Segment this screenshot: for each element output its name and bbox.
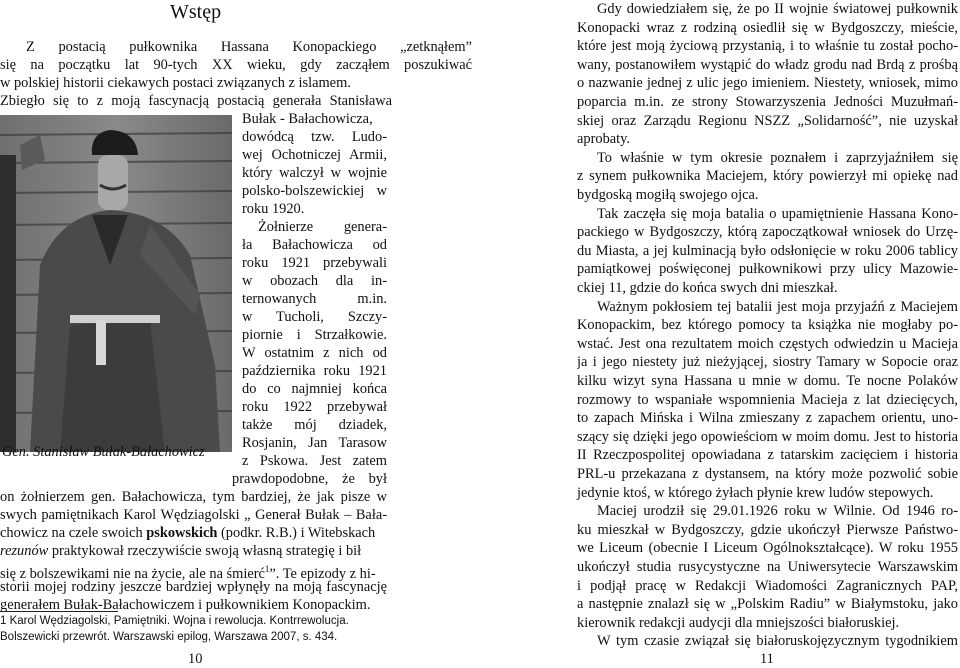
- text-line: ku mieszkał w Bydgoszczy, gdzie ukończył Pierwsze Państwo-: [577, 521, 958, 538]
- text-line: Bułak - Bałachowicza,: [242, 111, 373, 127]
- text-span: się z bolszewikami nie na życie, ale na śmierć: [0, 565, 265, 582]
- text-line: roku 1922 przebywał: [242, 399, 387, 415]
- text-line: z Pskowa. Jest zatem: [242, 453, 387, 469]
- portrait-image: [0, 115, 232, 452]
- text-line: Maciej urodził się 29.01.1926 roku w Wilnie. Od 1946 ro-: [597, 503, 958, 520]
- footnote: [0, 614, 349, 629]
- text-line: szący się dzięki jego opowieściom w moim domu. Jest to historia: [577, 428, 958, 445]
- text-line: Żołnierze genera-: [258, 219, 387, 235]
- text-line: II Rzeczpospolitej opowiadana z tatarskim zacięciem i historia: [577, 447, 958, 464]
- text-line: we Liceum (obecnie I Liceum Ogólnokształcące). W roku 1955: [577, 540, 958, 557]
- footnote-marker: 1: [0, 615, 7, 627]
- footnote-rule: [0, 611, 118, 612]
- text-line: Ważnym pokłosiem tej batalii jest moja przyjaźń z Maciejem: [597, 298, 958, 315]
- text-line: to zapach Mińska i Wilna zmieszany z zapachem orientu, uno-: [577, 410, 958, 427]
- text-line: wstać. Jest ona rezultatem moich częstych odwiedzin u Macieja: [577, 335, 958, 352]
- text-line: PRL-u przekazana z dystansem, na który może pozwolić sobie: [577, 466, 958, 482]
- text-line: wej Ochotniczej Armii,: [242, 147, 387, 163]
- text-line: polsko-bolszewickiej w: [242, 183, 387, 199]
- emphasized-word: pskowskich: [146, 525, 218, 541]
- text-line: du Miasta, a jej kulminacją było odsłonięcie w roku 2006 tablicy: [577, 242, 958, 259]
- text-line: prawdopodobne, że był: [232, 471, 387, 487]
- text-line: rozmowy to wspaniałe wspomnienia Macieja z lat dziecięcych,: [577, 391, 958, 408]
- text-span: praktykował rzeczywiście swoją własną strategię i bił: [48, 543, 362, 559]
- page-number-left: 10: [188, 651, 203, 667]
- text-line: Zbiegło się to z moją fascynacją postacią generała Stanisława: [0, 93, 392, 109]
- text-line: Konopackim, bez którego pomocy ta książka nie mogłaby po-: [577, 317, 958, 334]
- text-line: [0, 524, 375, 542]
- text-line: ternowanych m.in.: [242, 291, 387, 307]
- text-line: pamiątkowej poświęconej pułkownikowi przy ulicy Mazowie-: [577, 261, 958, 278]
- text-line: To właśnie w tym okresie poznałem i zaprzyjaźniłem się: [597, 149, 958, 166]
- text-line: roku 1920.: [242, 201, 305, 217]
- text-line: które jest moją życiową przystanią, i to właśnie tu został pocho-: [577, 38, 958, 55]
- text-line: o nazwanie jednej z ulic jego imieniem. Niestety, wniosek, mimo: [577, 75, 958, 92]
- text-line: także mój dziadek,: [242, 417, 387, 433]
- text-line: Rosjanin, Jan Tarasow: [242, 435, 387, 451]
- text-span: chowicz na czele swoich: [0, 525, 147, 541]
- photo-caption: Gen. Stanisław Bułak-Bałachowicz: [2, 444, 205, 460]
- text-line: a następnie znalazł się w „Polskim Radiu” w Białymstoku, jako: [577, 596, 958, 613]
- page-title: Wstęp: [170, 1, 222, 23]
- text-line: Z postacią pułkownika Hassana Konopackiego „zetknąłem”: [26, 39, 472, 55]
- text-line: swych pamiętnikach Karol Wędziagolski „ Generał Bułak – Bała-: [0, 507, 387, 523]
- text-line: który walczył w wojnie: [242, 165, 387, 181]
- text-line: ckiej 11, gdzie do końca swych dni mieszkał.: [577, 280, 838, 296]
- text-line: z synem pułkownika Maciejem, który powierzył mi opiekę nad: [577, 168, 958, 185]
- text-line: w polskiej historii ciekawych postaci związanych z islamem.: [0, 75, 351, 91]
- text-line: jedynie ktoś, w którego żyłach płynie krew ludów stepowych.: [577, 484, 934, 501]
- text-line: się na początku lat 90-tych XX wieku, gdy zacząłem poszukiwać: [0, 57, 472, 73]
- text-line: packiego w Bydgoszczy, którą zapoczątkował wniosek do Urzę-: [577, 224, 958, 241]
- text-line: października roku 1921: [242, 363, 387, 379]
- text-line: Gdy dowiedziałem się, że po II wojnie światowej pułkownik: [597, 1, 958, 17]
- text-span: ”. Te epizody z hi-: [269, 565, 376, 582]
- text-line: w Tucholi, Szczy-: [242, 309, 387, 325]
- text-line: bydgoską mogiłą swojego ojca.: [577, 187, 759, 203]
- text-line: ła Bałachowicza od: [242, 237, 387, 253]
- text-line: aprobaty.: [577, 131, 631, 148]
- page-number-right: 11: [760, 651, 774, 667]
- text-line: piornie i Strzałkowie.: [242, 327, 387, 343]
- footnote-ref: 1: [264, 564, 270, 574]
- text-line: W tym czasie związał się białoruskojęzycznym tygodnikiem: [597, 633, 958, 650]
- footnote-line: Bolszewicki przewrót. Warszawski epilog, Warszawa 2007, s. 434.: [0, 631, 338, 643]
- text-line: kilku wizyt syna Hassana u mnie w domu. Te nocne Polaków: [577, 373, 958, 389]
- text-line: Tak zaczęła się moja batalia o upamiętnienie Hassana Kono-: [597, 205, 958, 222]
- general-portrait-photo: [0, 115, 232, 452]
- text-line: [0, 542, 361, 560]
- text-line: ukończył studia rusycystyczne na Uniwersytecie Warszawskim: [577, 559, 958, 575]
- text-line: kierownik redakcji audycji dla mniejszości białoruskiej.: [577, 614, 900, 631]
- text-line: roku 1921 przebywali: [242, 255, 387, 271]
- italic-word: rezunów: [0, 543, 49, 559]
- text-line: dowódcą tzw. Ludo-: [242, 129, 387, 145]
- text-line: generałem Bułak-Bałachowiczem i pułkownikiem Konopackim.: [0, 597, 371, 613]
- text-line: skiej oraz Zarządu Regionu NSZZ „Solidarność”, nie uzyskał: [577, 112, 958, 129]
- text-line: w obozach dla in-: [242, 273, 387, 289]
- text-line: do co najmniej końca: [242, 381, 387, 397]
- text-span: (podkr. R.B.) i Witebskach: [217, 525, 376, 541]
- text-line: i podjął pracę w Redakcji Wiadomości Zagranicznych PAP,: [577, 577, 958, 594]
- footnote-line: Karol Wędziagolski, Pamiętniki. Wojna i rewolucja. Kontrrewolucja.: [6, 615, 349, 627]
- text-line: ja i jego niestety już nieżyjącej, siostry Tamary w Sopocie oraz: [577, 354, 958, 371]
- text-line: poparcia m.in. ze strony Stowarzyszenia Jedności Muzułmań-: [577, 94, 958, 110]
- text-line: storii mojej rodziny jeszcze bardziej wpłynęły na moją fascynację: [0, 579, 387, 595]
- text-line: Konopacki wraz z rodziną osiedlił się w Bydgoszczy, mieście,: [577, 19, 958, 36]
- text-line: W ostatnim z nich od: [242, 345, 387, 361]
- text-line: wany, postanowiłem wystąpić do władz grodu nad Brdą z prośbą: [577, 56, 958, 73]
- text-line: on żołnierzem gen. Bałachowicza, tym bardziej, że jak pisze w: [0, 489, 387, 505]
